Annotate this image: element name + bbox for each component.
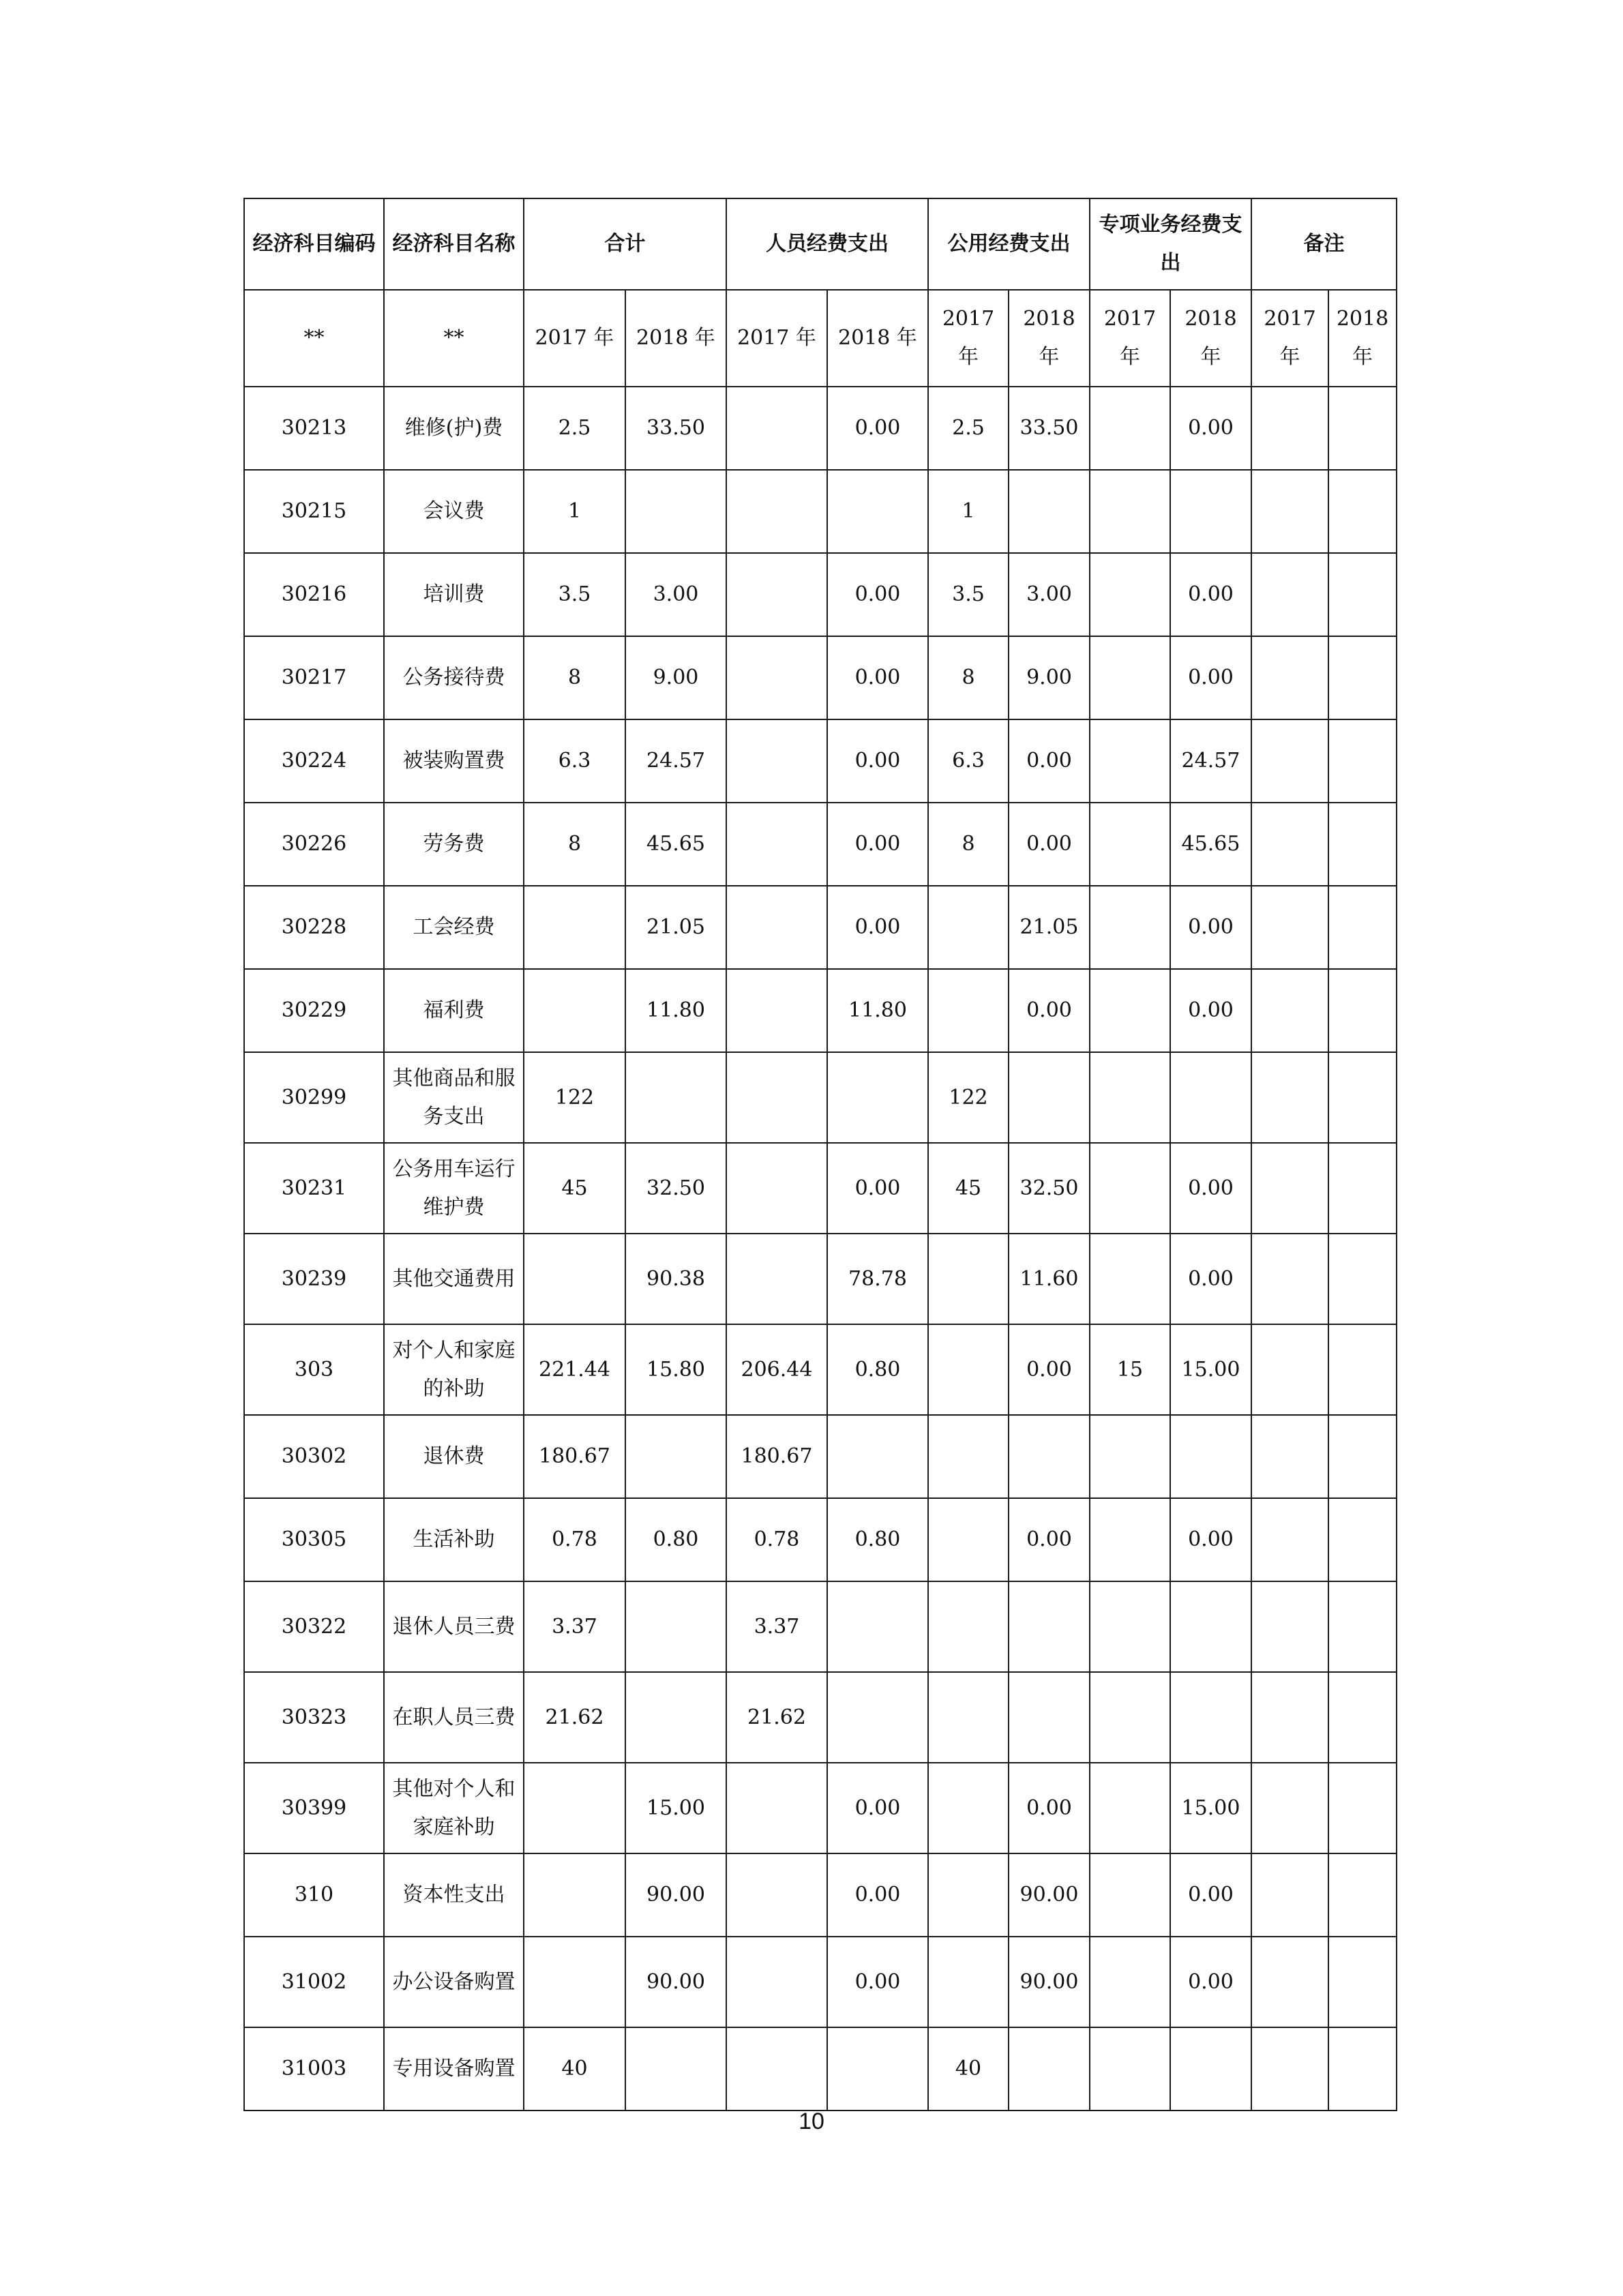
cell-name: 维修(护)费: [384, 387, 524, 470]
table-row: [244, 553, 1397, 636]
cell-public-2017: 3.5: [928, 553, 1009, 636]
cell-total-2017: 40: [524, 2027, 625, 2111]
cell-special-2017: [1090, 553, 1170, 636]
cell-remarks-2017: [1251, 1234, 1328, 1324]
cell-personnel-2018: 0.00: [827, 1853, 928, 1937]
header-special: 专项业务经费支出: [1090, 198, 1251, 290]
cell-code: 30305: [244, 1498, 384, 1581]
table-row: [244, 1498, 1397, 1581]
cell-personnel-2018: [827, 1672, 928, 1763]
table-row: [244, 719, 1397, 803]
cell-public-2018: 32.50: [1009, 1143, 1090, 1234]
cell-total-2017: [524, 1853, 625, 1937]
budget-expenditure-table: [243, 198, 1397, 2111]
cell-special-2017: [1090, 1853, 1170, 1937]
cell-total-2018: 45.65: [625, 803, 726, 886]
table-row: [244, 1052, 1397, 1143]
subheader-remarks-2018: 2018 年: [1328, 290, 1397, 387]
cell-total-2018: 15.00: [625, 1763, 726, 1853]
cell-remarks-2017: [1251, 636, 1328, 719]
subheader-row: [244, 290, 1397, 387]
table-row: [244, 1234, 1397, 1324]
cell-remarks-2018: [1328, 553, 1397, 636]
cell-total-2018: 24.57: [625, 719, 726, 803]
subheader-personnel-2018: 2018 年: [827, 290, 928, 387]
cell-personnel-2017: [726, 886, 827, 969]
cell-special-2018: [1170, 1052, 1251, 1143]
cell-remarks-2017: [1251, 1415, 1328, 1498]
cell-special-2017: [1090, 1498, 1170, 1581]
cell-code: 30215: [244, 470, 384, 553]
cell-code: 30322: [244, 1581, 384, 1672]
table-row: [244, 1324, 1397, 1415]
cell-public-2017: [928, 1763, 1009, 1853]
cell-total-2018: [625, 1052, 726, 1143]
cell-total-2017: 180.67: [524, 1415, 625, 1498]
cell-remarks-2017: [1251, 2027, 1328, 2111]
cell-remarks-2018: [1328, 2027, 1397, 2111]
cell-name: 公务用车运行维护费: [384, 1143, 524, 1234]
cell-personnel-2017: 180.67: [726, 1415, 827, 1498]
table-row: [244, 886, 1397, 969]
cell-special-2017: [1090, 1937, 1170, 2027]
cell-remarks-2017: [1251, 719, 1328, 803]
cell-special-2018: 0.00: [1170, 636, 1251, 719]
cell-total-2017: [524, 969, 625, 1052]
cell-remarks-2017: [1251, 803, 1328, 886]
cell-public-2018: 33.50: [1009, 387, 1090, 470]
cell-special-2017: [1090, 470, 1170, 553]
cell-personnel-2017: 206.44: [726, 1324, 827, 1415]
cell-remarks-2018: [1328, 1498, 1397, 1581]
cell-special-2017: [1090, 636, 1170, 719]
cell-personnel-2017: [726, 1937, 827, 2027]
cell-special-2017: [1090, 1672, 1170, 1763]
subheader-public-2017: 2017 年: [928, 290, 1009, 387]
cell-public-2018: [1009, 1052, 1090, 1143]
cell-code: 30302: [244, 1415, 384, 1498]
cell-remarks-2017: [1251, 1763, 1328, 1853]
cell-total-2017: 122: [524, 1052, 625, 1143]
budget-table-wrapper: [243, 198, 1396, 2111]
cell-code: 31002: [244, 1937, 384, 2027]
cell-remarks-2018: [1328, 470, 1397, 553]
cell-total-2017: 21.62: [524, 1672, 625, 1763]
cell-name: 其他商品和服务支出: [384, 1052, 524, 1143]
cell-code: 310: [244, 1853, 384, 1937]
cell-personnel-2018: 0.80: [827, 1498, 928, 1581]
cell-personnel-2017: [726, 719, 827, 803]
cell-total-2018: [625, 470, 726, 553]
table-row: [244, 1581, 1397, 1672]
cell-special-2017: [1090, 387, 1170, 470]
cell-remarks-2018: [1328, 636, 1397, 719]
page-number: 10: [799, 2108, 824, 2134]
cell-special-2018: 0.00: [1170, 886, 1251, 969]
cell-special-2017: [1090, 969, 1170, 1052]
cell-name: 办公设备购置: [384, 1937, 524, 2027]
cell-total-2018: 11.80: [625, 969, 726, 1052]
cell-personnel-2018: [827, 2027, 928, 2111]
cell-total-2018: [625, 2027, 726, 2111]
table-row: [244, 2027, 1397, 2111]
cell-remarks-2017: [1251, 1143, 1328, 1234]
table-row: [244, 969, 1397, 1052]
cell-code: 30229: [244, 969, 384, 1052]
subheader-public-2018: 2018 年: [1009, 290, 1090, 387]
cell-special-2018: 0.00: [1170, 1234, 1251, 1324]
cell-public-2017: [928, 969, 1009, 1052]
cell-public-2017: [928, 1937, 1009, 2027]
cell-code: 30231: [244, 1143, 384, 1234]
cell-public-2017: [928, 1853, 1009, 1937]
table-row: [244, 1763, 1397, 1853]
subheader-special-2018: 2018 年: [1170, 290, 1251, 387]
cell-remarks-2017: [1251, 1853, 1328, 1937]
cell-public-2017: [928, 1415, 1009, 1498]
cell-public-2017: 40: [928, 2027, 1009, 2111]
cell-special-2017: [1090, 2027, 1170, 2111]
cell-public-2018: [1009, 2027, 1090, 2111]
header-code: 经济科目编码: [244, 198, 384, 290]
cell-name: 退休人员三费: [384, 1581, 524, 1672]
cell-remarks-2017: [1251, 1937, 1328, 2027]
cell-special-2018: 45.65: [1170, 803, 1251, 886]
header-row: [244, 198, 1397, 290]
cell-remarks-2018: [1328, 1143, 1397, 1234]
cell-name: 对个人和家庭的补助: [384, 1324, 524, 1415]
cell-public-2017: 8: [928, 636, 1009, 719]
cell-personnel-2017: 3.37: [726, 1581, 827, 1672]
cell-special-2017: [1090, 1234, 1170, 1324]
cell-public-2017: [928, 1581, 1009, 1672]
cell-total-2017: 8: [524, 636, 625, 719]
cell-special-2018: 0.00: [1170, 1143, 1251, 1234]
cell-total-2017: [524, 1763, 625, 1853]
cell-total-2018: [625, 1415, 726, 1498]
cell-total-2017: [524, 886, 625, 969]
cell-total-2018: 21.05: [625, 886, 726, 969]
cell-personnel-2017: 21.62: [726, 1672, 827, 1763]
cell-public-2018: 90.00: [1009, 1937, 1090, 2027]
cell-special-2018: 24.57: [1170, 719, 1251, 803]
cell-name: 其他对个人和家庭补助: [384, 1763, 524, 1853]
cell-name: 生活补助: [384, 1498, 524, 1581]
cell-name: 在职人员三费: [384, 1672, 524, 1763]
cell-personnel-2017: [726, 1853, 827, 1937]
header-remarks: 备注: [1251, 198, 1397, 290]
cell-personnel-2017: [726, 1234, 827, 1324]
cell-total-2018: [625, 1581, 726, 1672]
cell-total-2017: 3.37: [524, 1581, 625, 1672]
cell-public-2017: [928, 1324, 1009, 1415]
cell-total-2017: 0.78: [524, 1498, 625, 1581]
cell-personnel-2017: 0.78: [726, 1498, 827, 1581]
table-row: [244, 470, 1397, 553]
cell-public-2018: 11.60: [1009, 1234, 1090, 1324]
cell-name: 退休费: [384, 1415, 524, 1498]
cell-special-2017: [1090, 1763, 1170, 1853]
cell-public-2018: 90.00: [1009, 1853, 1090, 1937]
cell-public-2018: 21.05: [1009, 886, 1090, 969]
cell-remarks-2018: [1328, 1581, 1397, 1672]
cell-remarks-2018: [1328, 1415, 1397, 1498]
cell-personnel-2018: 0.00: [827, 1937, 928, 2027]
cell-code: 30239: [244, 1234, 384, 1324]
cell-remarks-2018: [1328, 1324, 1397, 1415]
subheader-special-2017: 2017 年: [1090, 290, 1170, 387]
cell-special-2018: 0.00: [1170, 553, 1251, 636]
cell-name: 工会经费: [384, 886, 524, 969]
table-row: [244, 803, 1397, 886]
cell-public-2017: [928, 886, 1009, 969]
cell-total-2018: 15.80: [625, 1324, 726, 1415]
cell-personnel-2018: 0.00: [827, 719, 928, 803]
cell-code: 30216: [244, 553, 384, 636]
cell-personnel-2017: [726, 1763, 827, 1853]
table-row: [244, 387, 1397, 470]
cell-special-2018: [1170, 1415, 1251, 1498]
cell-special-2017: [1090, 803, 1170, 886]
cell-special-2018: [1170, 470, 1251, 553]
cell-personnel-2017: [726, 1143, 827, 1234]
cell-special-2018: 15.00: [1170, 1324, 1251, 1415]
cell-public-2018: 3.00: [1009, 553, 1090, 636]
cell-code: 30323: [244, 1672, 384, 1763]
table-row: [244, 1415, 1397, 1498]
cell-total-2017: 1: [524, 470, 625, 553]
cell-personnel-2017: [726, 2027, 827, 2111]
cell-remarks-2018: [1328, 969, 1397, 1052]
cell-total-2018: 33.50: [625, 387, 726, 470]
cell-total-2017: 2.5: [524, 387, 625, 470]
cell-special-2018: [1170, 1581, 1251, 1672]
cell-remarks-2017: [1251, 1498, 1328, 1581]
cell-personnel-2018: [827, 1052, 928, 1143]
cell-special-2018: [1170, 2027, 1251, 2111]
cell-remarks-2018: [1328, 886, 1397, 969]
cell-remarks-2018: [1328, 387, 1397, 470]
cell-public-2018: 0.00: [1009, 1498, 1090, 1581]
cell-total-2018: 32.50: [625, 1143, 726, 1234]
cell-public-2017: 122: [928, 1052, 1009, 1143]
subheader-remarks-2017: 2017 年: [1251, 290, 1328, 387]
cell-special-2017: [1090, 1143, 1170, 1234]
cell-public-2017: 2.5: [928, 387, 1009, 470]
cell-remarks-2017: [1251, 1672, 1328, 1763]
cell-remarks-2017: [1251, 969, 1328, 1052]
cell-public-2018: 0.00: [1009, 803, 1090, 886]
header-total: 合计: [524, 198, 726, 290]
cell-remarks-2018: [1328, 1763, 1397, 1853]
cell-public-2018: 9.00: [1009, 636, 1090, 719]
cell-special-2017: [1090, 719, 1170, 803]
cell-remarks-2017: [1251, 553, 1328, 636]
cell-total-2018: [625, 1672, 726, 1763]
cell-personnel-2017: [726, 803, 827, 886]
cell-remarks-2017: [1251, 886, 1328, 969]
cell-special-2018: [1170, 1672, 1251, 1763]
table-row: [244, 636, 1397, 719]
cell-name: 会议费: [384, 470, 524, 553]
cell-public-2017: [928, 1498, 1009, 1581]
cell-special-2017: [1090, 886, 1170, 969]
cell-public-2017: 45: [928, 1143, 1009, 1234]
cell-public-2018: 0.00: [1009, 969, 1090, 1052]
table-row: [244, 1853, 1397, 1937]
cell-code: 303: [244, 1324, 384, 1415]
cell-remarks-2017: [1251, 387, 1328, 470]
cell-public-2017: [928, 1234, 1009, 1324]
cell-personnel-2017: [726, 636, 827, 719]
cell-special-2017: 15: [1090, 1324, 1170, 1415]
cell-name: 劳务费: [384, 803, 524, 886]
cell-special-2018: 0.00: [1170, 969, 1251, 1052]
cell-public-2017: 6.3: [928, 719, 1009, 803]
cell-personnel-2018: 0.80: [827, 1324, 928, 1415]
table-row: [244, 1937, 1397, 2027]
cell-name: 培训费: [384, 553, 524, 636]
cell-code: 30299: [244, 1052, 384, 1143]
table-row: [244, 1672, 1397, 1763]
header-personnel: 人员经费支出: [726, 198, 928, 290]
cell-special-2017: [1090, 1415, 1170, 1498]
cell-special-2017: [1090, 1052, 1170, 1143]
cell-public-2018: [1009, 1581, 1090, 1672]
cell-personnel-2017: [726, 553, 827, 636]
cell-name: 其他交通费用: [384, 1234, 524, 1324]
cell-personnel-2018: [827, 1581, 928, 1672]
subheader-total-2017: 2017 年: [524, 290, 625, 387]
cell-name: 资本性支出: [384, 1853, 524, 1937]
cell-personnel-2017: [726, 969, 827, 1052]
cell-public-2018: 0.00: [1009, 1763, 1090, 1853]
cell-public-2017: [928, 1672, 1009, 1763]
cell-personnel-2017: [726, 470, 827, 553]
cell-remarks-2018: [1328, 1234, 1397, 1324]
subheader-code: **: [244, 290, 384, 387]
cell-personnel-2018: [827, 1415, 928, 1498]
cell-remarks-2018: [1328, 1672, 1397, 1763]
cell-special-2018: 0.00: [1170, 1498, 1251, 1581]
cell-special-2018: 15.00: [1170, 1763, 1251, 1853]
cell-personnel-2018: 0.00: [827, 1763, 928, 1853]
cell-name: 被装购置费: [384, 719, 524, 803]
cell-public-2018: [1009, 1672, 1090, 1763]
cell-special-2018: 0.00: [1170, 1937, 1251, 2027]
cell-code: 30213: [244, 387, 384, 470]
cell-code: 31003: [244, 2027, 384, 2111]
cell-code: 30217: [244, 636, 384, 719]
cell-personnel-2018: 0.00: [827, 553, 928, 636]
cell-remarks-2017: [1251, 1324, 1328, 1415]
cell-remarks-2018: [1328, 1853, 1397, 1937]
cell-remarks-2017: [1251, 1581, 1328, 1672]
cell-remarks-2017: [1251, 1052, 1328, 1143]
cell-total-2018: 3.00: [625, 553, 726, 636]
subheader-total-2018: 2018 年: [625, 290, 726, 387]
cell-special-2018: 0.00: [1170, 1853, 1251, 1937]
cell-remarks-2018: [1328, 803, 1397, 886]
cell-total-2017: 221.44: [524, 1324, 625, 1415]
cell-code: 30399: [244, 1763, 384, 1853]
cell-total-2018: 90.00: [625, 1937, 726, 2027]
cell-total-2017: [524, 1234, 625, 1324]
cell-public-2018: 0.00: [1009, 719, 1090, 803]
cell-code: 30224: [244, 719, 384, 803]
cell-public-2018: [1009, 1415, 1090, 1498]
cell-personnel-2018: [827, 470, 928, 553]
cell-total-2018: 0.80: [625, 1498, 726, 1581]
cell-remarks-2018: [1328, 1937, 1397, 2027]
subheader-name: **: [384, 290, 524, 387]
cell-personnel-2018: 78.78: [827, 1234, 928, 1324]
cell-name: 公务接待费: [384, 636, 524, 719]
cell-personnel-2018: 11.80: [827, 969, 928, 1052]
cell-personnel-2018: 0.00: [827, 886, 928, 969]
cell-total-2017: 8: [524, 803, 625, 886]
cell-remarks-2018: [1328, 1052, 1397, 1143]
cell-public-2017: 8: [928, 803, 1009, 886]
cell-personnel-2018: 0.00: [827, 387, 928, 470]
cell-total-2018: 9.00: [625, 636, 726, 719]
subheader-personnel-2017: 2017 年: [726, 290, 827, 387]
table-body: [244, 198, 1397, 2111]
cell-personnel-2018: 0.00: [827, 636, 928, 719]
cell-special-2018: 0.00: [1170, 387, 1251, 470]
cell-public-2018: 0.00: [1009, 1324, 1090, 1415]
cell-code: 30226: [244, 803, 384, 886]
cell-remarks-2017: [1251, 470, 1328, 553]
cell-public-2017: 1: [928, 470, 1009, 553]
cell-code: 30228: [244, 886, 384, 969]
cell-total-2017: 45: [524, 1143, 625, 1234]
cell-total-2017: 3.5: [524, 553, 625, 636]
cell-personnel-2017: [726, 1052, 827, 1143]
cell-personnel-2018: 0.00: [827, 1143, 928, 1234]
cell-personnel-2018: 0.00: [827, 803, 928, 886]
cell-total-2017: [524, 1937, 625, 2027]
cell-total-2018: 90.00: [625, 1853, 726, 1937]
header-name: 经济科目名称: [384, 198, 524, 290]
cell-special-2017: [1090, 1581, 1170, 1672]
cell-total-2017: 6.3: [524, 719, 625, 803]
cell-name: 福利费: [384, 969, 524, 1052]
table-row: [244, 1143, 1397, 1234]
cell-remarks-2018: [1328, 719, 1397, 803]
cell-total-2018: 90.38: [625, 1234, 726, 1324]
header-public: 公用经费支出: [928, 198, 1090, 290]
cell-name: 专用设备购置: [384, 2027, 524, 2111]
cell-public-2018: [1009, 470, 1090, 553]
cell-personnel-2017: [726, 387, 827, 470]
